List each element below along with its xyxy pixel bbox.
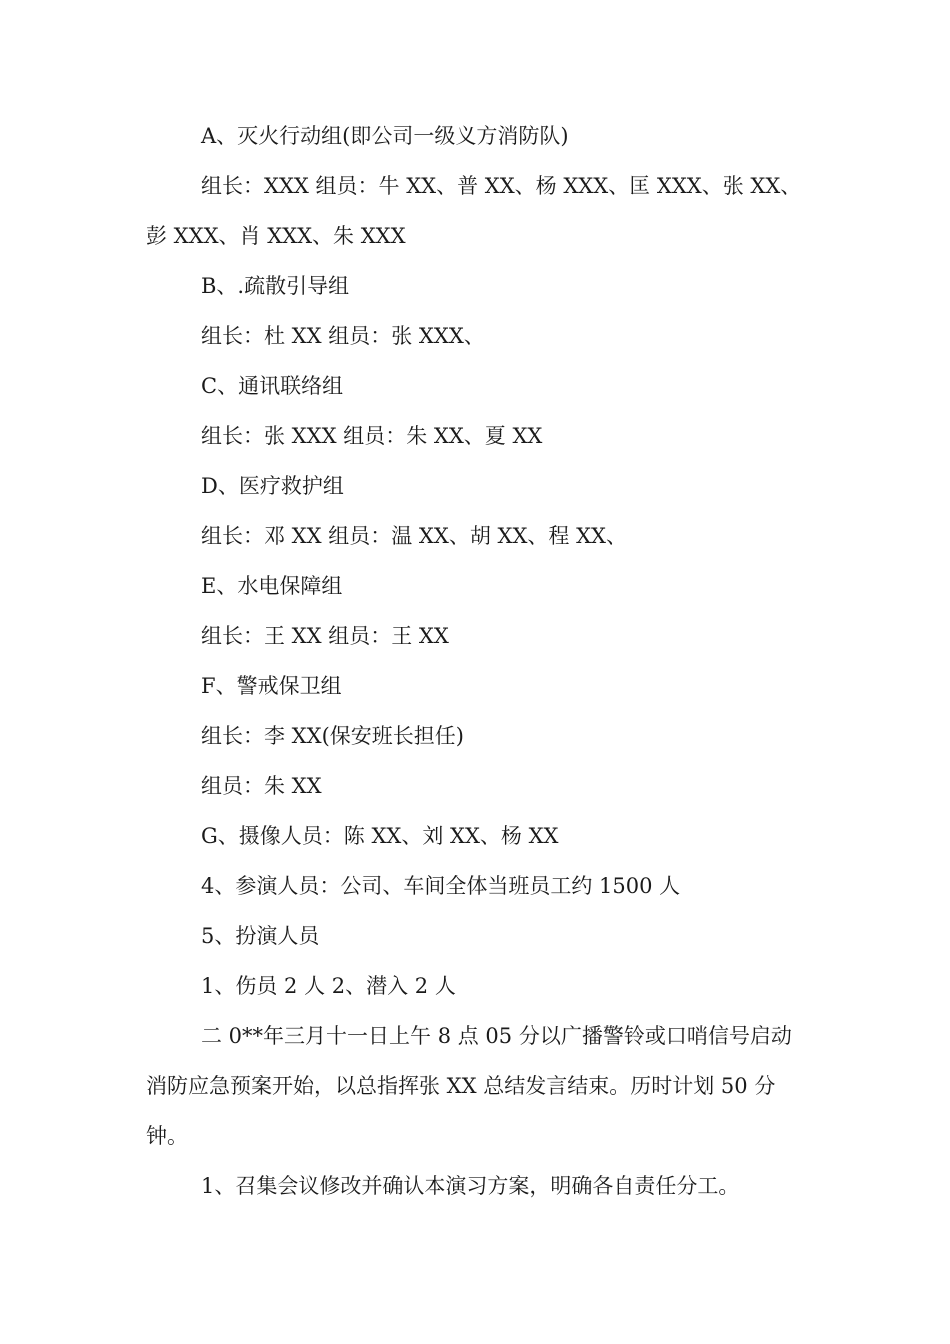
paragraph-group-b-title: B、.疏散引导组 [201, 274, 350, 298]
document-body [146, 111, 811, 1211]
paragraph-group-g-camera: G、摄像人员：陈 XX、刘 XX、杨 XX [201, 824, 559, 848]
paragraph-group-c-members: 组长：张 XXX 组员：朱 XX、夏 XX [201, 424, 543, 448]
paragraph-group-a-members: 组长：XXX 组员：牛 XX、普 XX、杨 XXX、匡 XXX、张 XX、彭 XXX、肖 XXX、朱 XXX [146, 174, 802, 248]
paragraph-group-b-members: 组长：杜 XX 组员：张 XXX、 [201, 324, 485, 348]
paragraph-group-e-title: E、水电保障组 [201, 574, 343, 598]
paragraph-group-f-leader: 组长：李 XX(保安班长担任) [201, 724, 464, 748]
paragraph-group-c-title: C、通讯联络组 [201, 374, 344, 398]
paragraph-group-d-members: 组长：邓 XX 组员：温 XX、胡 XX、程 XX、 [201, 524, 627, 548]
paragraph-group-e-members: 组长：王 XX 组员：王 XX [201, 624, 449, 648]
paragraph-group-f-members: 组员：朱 XX [201, 774, 322, 798]
paragraph-group-a-title: A、灭火行动组(即公司一级义方消防队) [201, 124, 569, 148]
paragraph-group-d-title: D、医疗救护组 [201, 474, 344, 498]
paragraph-meeting: 1、召集会议修改并确认本演习方案，明确各自责任分工。 [201, 1174, 740, 1198]
paragraph-group-f-title: F、警戒保卫组 [201, 674, 342, 698]
paragraph-participants: 4、参演人员：公司、车间全体当班员工约 1500 人 [201, 874, 681, 898]
paragraph-schedule: 二 0**年三月十一日上午 8 点 05 分以广播警铃或口哨信号启动消防应急预案开始，以总指挥张 XX 总结发言结束。历时计划 50 分钟。 [146, 1024, 792, 1148]
paragraph-actors-list: 1、伤员 2 人 2、潜入 2 人 [201, 974, 456, 998]
paragraph-actors-title: 5、扮演人员 [201, 924, 320, 948]
